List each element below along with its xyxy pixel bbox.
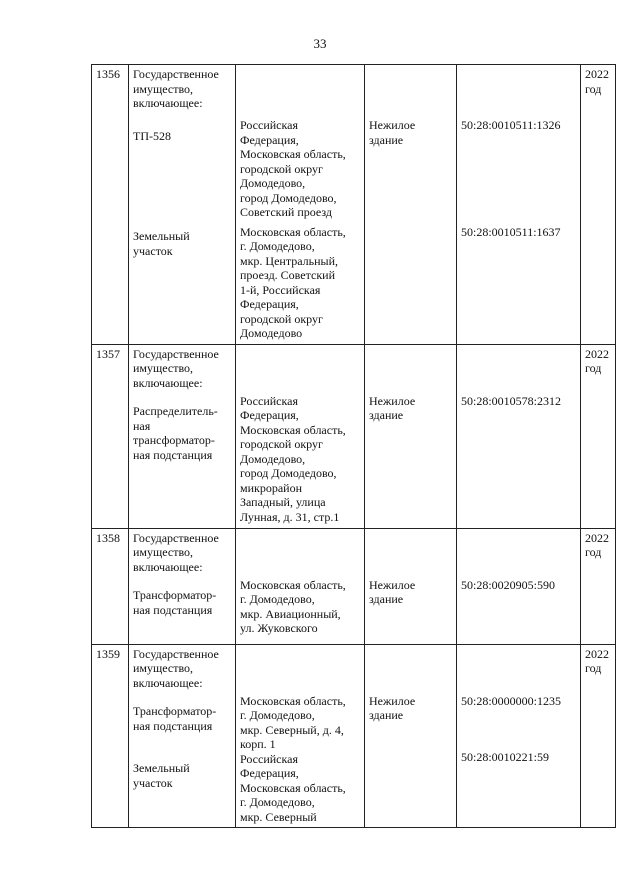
object-address: Российская Федерация, Московская область, г. Домодедово, мкр. Северный [240,751,346,824]
row-number: 1359 [92,644,129,828]
object-name-cell [129,644,236,828]
object-type: Нежилое здание [369,577,416,606]
row-number: 1356 [92,65,129,345]
object-name: Трансформатор- ная подстанция [133,588,217,617]
cadastral-cell [457,344,581,528]
object-address: Российская Федерация, Московская область, городской округ Домодедово, город Домодедово, микрорайон Западный, улица Лунная, д. 31, стр.1 [240,393,346,524]
cadastral-number: 50:28:0020905:590 [461,577,556,592]
year: 2022 год [585,530,609,559]
row-number: 1357 [92,344,129,528]
cadastral-cell [457,528,581,644]
group-heading: Государственное имущество, включающее: [133,346,219,390]
address-cell [236,65,365,345]
object-name: Земельный участок [133,761,190,790]
object-address: Московская область, г. Домодедово, мкр. Авиационный, ул. Жуковского [240,577,346,635]
object-type-cell [365,644,457,828]
object-name: Распределитель- ная трансформатор- ная подстанция [133,404,218,462]
address-cell [236,344,365,528]
object-name-cell [129,65,236,345]
cadastral-number: 50:28:0010511:1637 [461,224,561,239]
object-address: Московская область, г. Домодедово, мкр. Северный, д. 4, корп. 1 [240,693,346,751]
table-row [92,344,616,528]
cadastral-cell [457,65,581,345]
object-address: Российская Федерация, Московская область, городской округ Домодедово, город Домодедово, Советский проезд [240,118,346,219]
year-cell [581,644,616,828]
address-cell [236,528,365,644]
table-row [92,644,616,828]
group-heading: Государственное имущество, включающее: [133,646,219,690]
object-address: Московская область, г. Домодедово, мкр. Центральный, проезд. Советский 1-й, Российская Федерация, городской округ Домодедово [240,224,346,340]
cadastral-number: 50:28:0010221:59 [461,750,550,764]
object-name: ТП-528 [133,128,171,143]
cadastral-number: 50:28:0010511:1326 [461,118,561,132]
address-cell [236,644,365,828]
table-row [92,65,616,345]
group-heading: Государственное имущество, включающее: [133,530,219,574]
object-name: Земельный участок [133,229,190,258]
property-registry-table [91,64,616,828]
object-name-cell [129,344,236,528]
object-type-cell [365,65,457,345]
object-type: Нежилое здание [369,393,416,422]
row-number: 1358 [92,528,129,644]
object-name: Трансформатор- ная подстанция [133,704,217,733]
cadastral-number: 50:28:0010578:2312 [461,393,562,408]
year-cell [581,344,616,528]
object-type-cell [365,528,457,644]
year: 2022 год [585,646,609,675]
object-name-cell [129,528,236,644]
object-type-cell [365,344,457,528]
object-type: Нежилое здание [369,693,416,722]
table-row [92,528,616,644]
year: 2022 год [585,346,609,375]
year: 2022 год [585,67,609,96]
page-number: 33 [313,36,327,51]
year-cell [581,65,616,345]
cadastral-cell [457,644,581,828]
cadastral-number: 50:28:0000000:1235 [461,693,562,708]
group-heading: Государственное имущество, включающее: [133,67,219,110]
object-type: Нежилое здание [369,118,416,147]
year-cell [581,528,616,644]
